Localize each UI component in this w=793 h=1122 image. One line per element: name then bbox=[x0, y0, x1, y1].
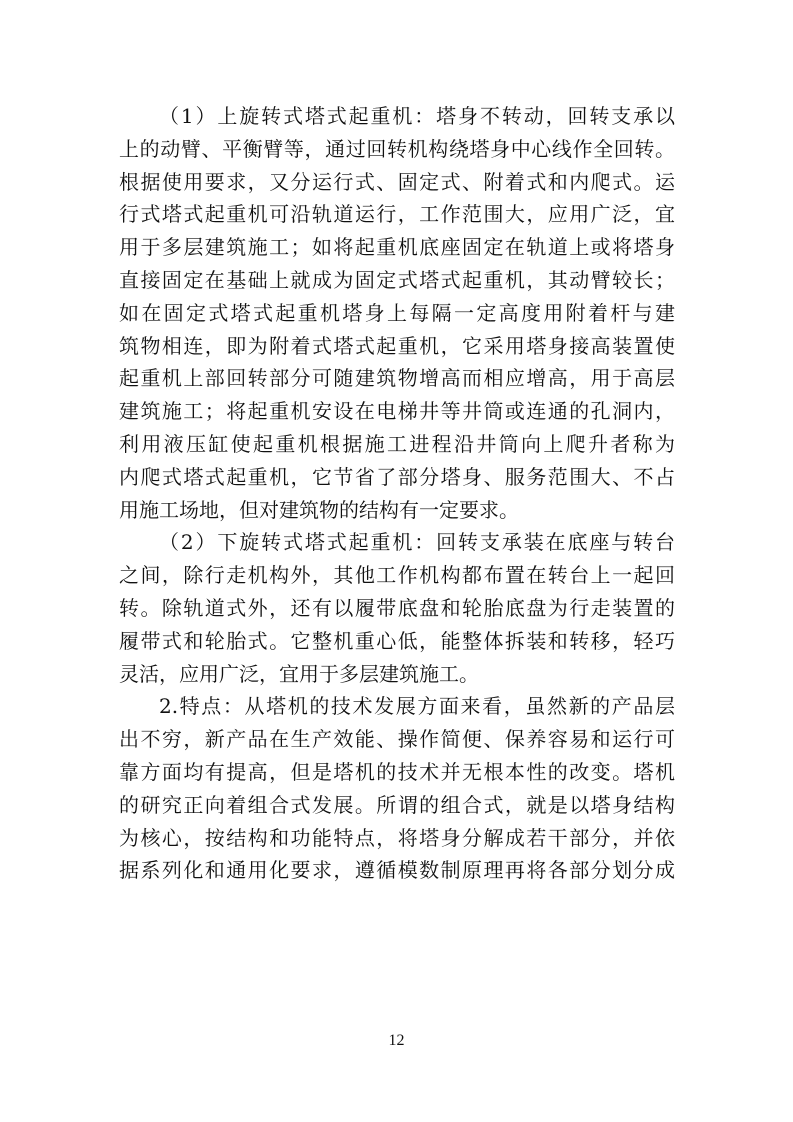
text-line: 灵活，应用广泛，宜用于多层建筑施工。 bbox=[119, 661, 479, 686]
text-line: 筑物相连，即为附着式塔式起重机，它采用塔身接高装置使 bbox=[119, 333, 675, 358]
text-line: 为核心，按结构和功能特点，将塔身分解成若干部分，并依 bbox=[119, 825, 675, 850]
text-line: 直接固定在基础上就成为固定式塔式起重机，其动臂较长； bbox=[119, 267, 675, 292]
page-number: 12 bbox=[388, 1032, 405, 1049]
text-line: 用施工场地，但对建筑物的结构有一定要求。 bbox=[119, 497, 519, 522]
text-line: 用于多层建筑施工；如将起重机底座固定在轨道上或将塔身 bbox=[119, 235, 675, 260]
text-line: 转。除轨道式外，还有以履带底盘和轮胎底盘为行走装置的 bbox=[119, 595, 675, 620]
text-line: 行式塔式起重机可沿轨道运行，工作范围大，应用广泛，宜 bbox=[119, 202, 675, 227]
text-line: 靠方面均有提高，但是塔机的技术并无根本性的改变。塔机 bbox=[119, 759, 675, 784]
text-line: 建筑施工；将起重机安设在电梯井等井筒或连通的孔洞内， bbox=[119, 399, 675, 424]
text-line: 根据使用要求，又分运行式、固定式、附着式和内爬式。运 bbox=[119, 169, 675, 194]
text-line: 的研究正向着组合式发展。所谓的组合式，就是以塔身结构 bbox=[119, 792, 675, 817]
text-line: 起重机上部回转部分可随建筑物增高而相应增高，用于高层 bbox=[119, 366, 675, 391]
text-line: （1）上旋转式塔式起重机：塔身不转动，回转支承以 bbox=[159, 104, 675, 128]
text-line: 履带式和轮胎式。它整机重心低，能整体拆装和转移，轻巧 bbox=[119, 628, 675, 653]
text-line: 出不穷，新产品在生产效能、操作简便、保养容易和运行可 bbox=[119, 727, 675, 752]
text-line: 利用液压缸使起重机根据施工进程沿井筒向上爬升者称为 bbox=[119, 431, 675, 456]
text-line: 之间，除行走机构外，其他工作机构都布置在转台上一起回 bbox=[119, 563, 675, 588]
text-line: 内爬式塔式起重机，它节省了部分塔身、服务范围大、不占 bbox=[119, 464, 675, 489]
text-line: 据系列化和通用化要求，遵循模数制原理再将各部分划分成 bbox=[119, 858, 675, 883]
text-line: 2.特点：从塔机的技术发展方面来看，虽然新的产品层 bbox=[159, 694, 675, 719]
text-line: 如在固定式塔式起重机塔身上每隔一定高度用附着杆与建 bbox=[119, 300, 675, 325]
text-line: （2）下旋转式塔式起重机：回转支承装在底座与转台 bbox=[159, 530, 675, 555]
text-line: 上的动臂、平衡臂等，通过回转机构绕塔身中心线作全回转。 bbox=[119, 136, 675, 161]
body-text bbox=[119, 100, 675, 887]
